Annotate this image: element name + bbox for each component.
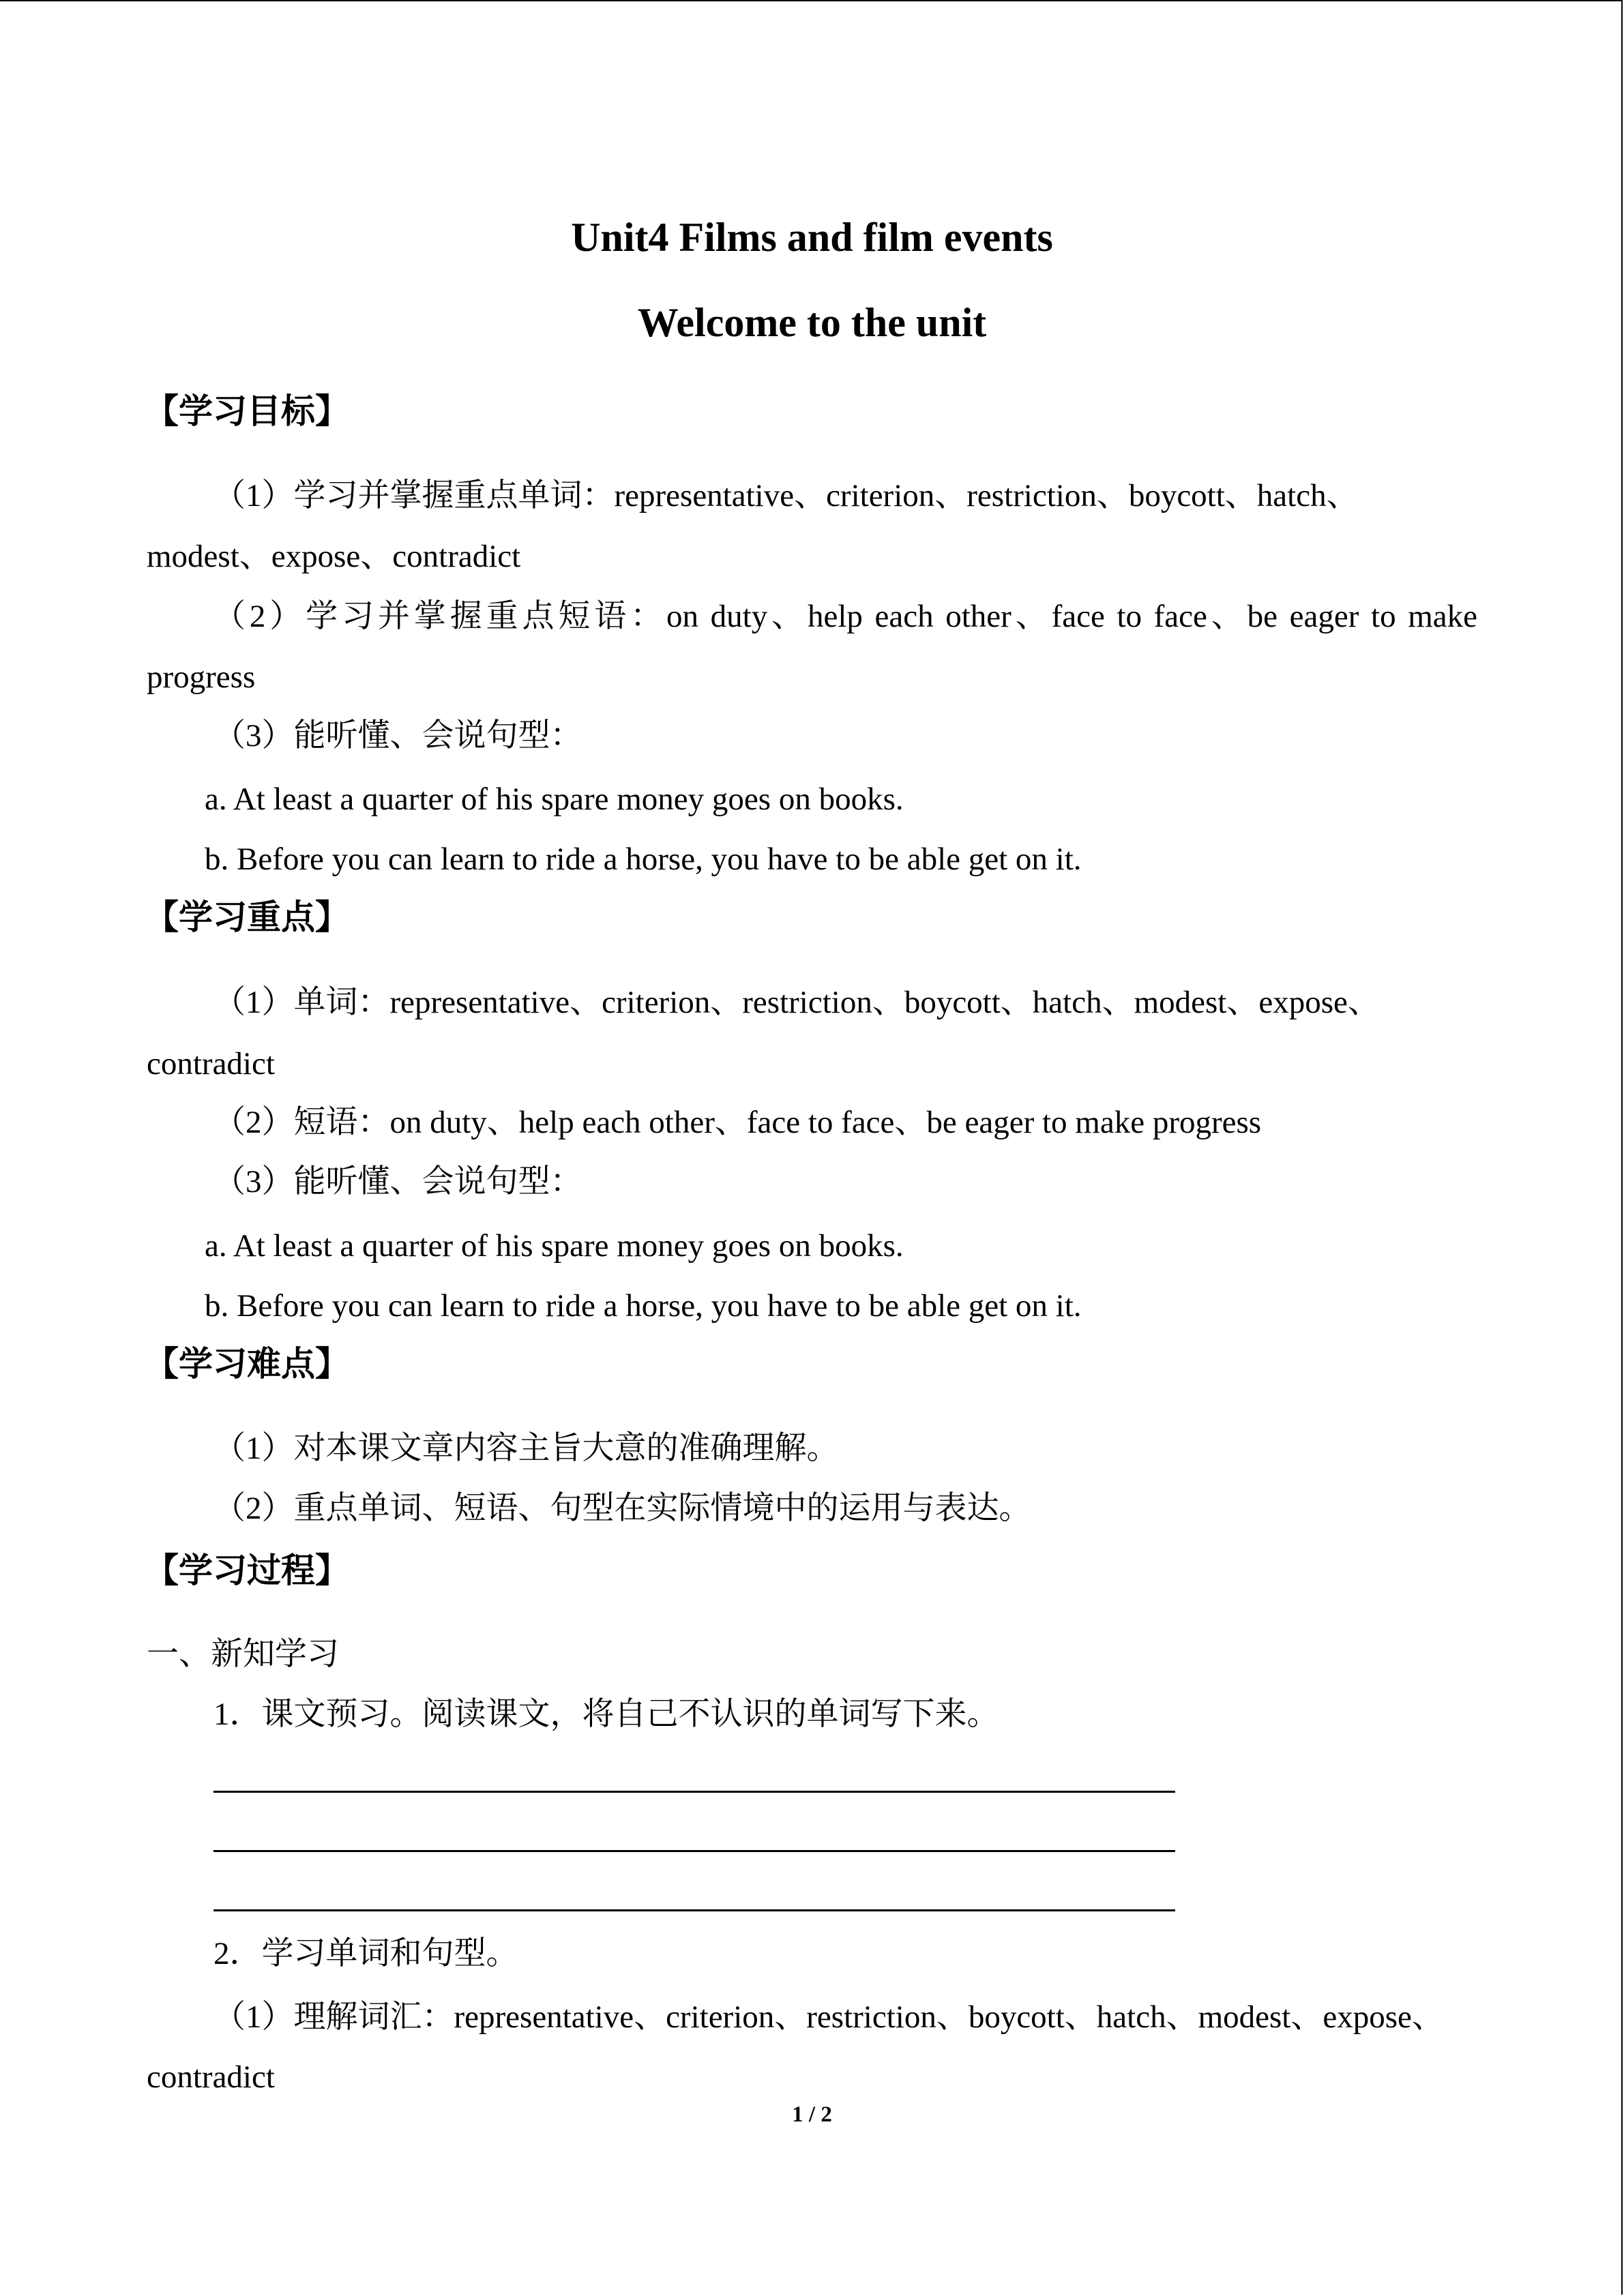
process-step-1: 1．课文预习。阅读课文，将自己不认识的单词写下来。 (213, 1697, 999, 1732)
key-points-item-2: （2）短语：on duty、help each other、face to face、be eager to make progress (213, 1105, 1262, 1140)
key-points-item-3: （3）能听懂、会说句型： (213, 1164, 582, 1199)
process-step-2-item-1-cont: contradict (147, 2059, 275, 2095)
difficulties-heading: 【学习难点】 (145, 1344, 349, 1384)
difficulties-item-2: （2）重点单词、短语、句型在实际情境中的运用与表达。 (213, 1491, 1031, 1526)
objectives-item-1-cont: modest、expose、contradict (147, 539, 521, 574)
document-title: Unit4 Films and film events (571, 215, 1053, 260)
process-step-2: 2．学习单词和句型。 (213, 1936, 518, 1971)
key-points-heading: 【学习重点】 (145, 897, 349, 937)
process-step-2-item-1: （1）理解词汇：representative、criterion、restriction、boycott、hatch、modest、expose、 (213, 1999, 1444, 2035)
objectives-item-1: （1）学习并掌握重点单词：representative、criterion、restriction、boycott、hatch、 (213, 478, 1359, 513)
key-points-item-1-cont: contradict (147, 1046, 275, 1082)
objectives-sentence-b: b. Before you can learn to ride a horse, you have to be able get on it. (205, 841, 1082, 877)
document-subtitle: Welcome to the unit (637, 300, 987, 345)
answer-line-1[interactable] (213, 1791, 1175, 1793)
page-number: 1 / 2 (792, 2102, 832, 2127)
difficulties-item-1: （1）对本课文章内容主旨大意的准确理解。 (213, 1431, 839, 1466)
objectives-heading: 【学习目标】 (145, 391, 349, 431)
key-points-sentence-b: b. Before you can learn to ride a horse, you have to be able get on it. (205, 1288, 1082, 1324)
answer-line-3[interactable] (213, 1909, 1175, 1911)
key-points-sentence-a: a. At least a quarter of his spare money goes on books. (205, 1228, 904, 1264)
objectives-item-2: （2）学习并掌握重点短语：on duty、help each other、face to face、be eager to make (213, 599, 1477, 634)
answer-line-2[interactable] (213, 1850, 1175, 1852)
objectives-item-2-cont: progress (147, 659, 256, 695)
objectives-sentence-a: a. At least a quarter of his spare money goes on books. (205, 781, 904, 817)
process-heading: 【学习过程】 (145, 1551, 349, 1590)
process-section-1: 一、新知学习 (147, 1637, 339, 1672)
key-points-item-1: （1）单词：representative、criterion、restriction、boycott、hatch、modest、expose、 (213, 985, 1380, 1020)
objectives-item-3: （3）能听懂、会说句型： (213, 718, 582, 754)
